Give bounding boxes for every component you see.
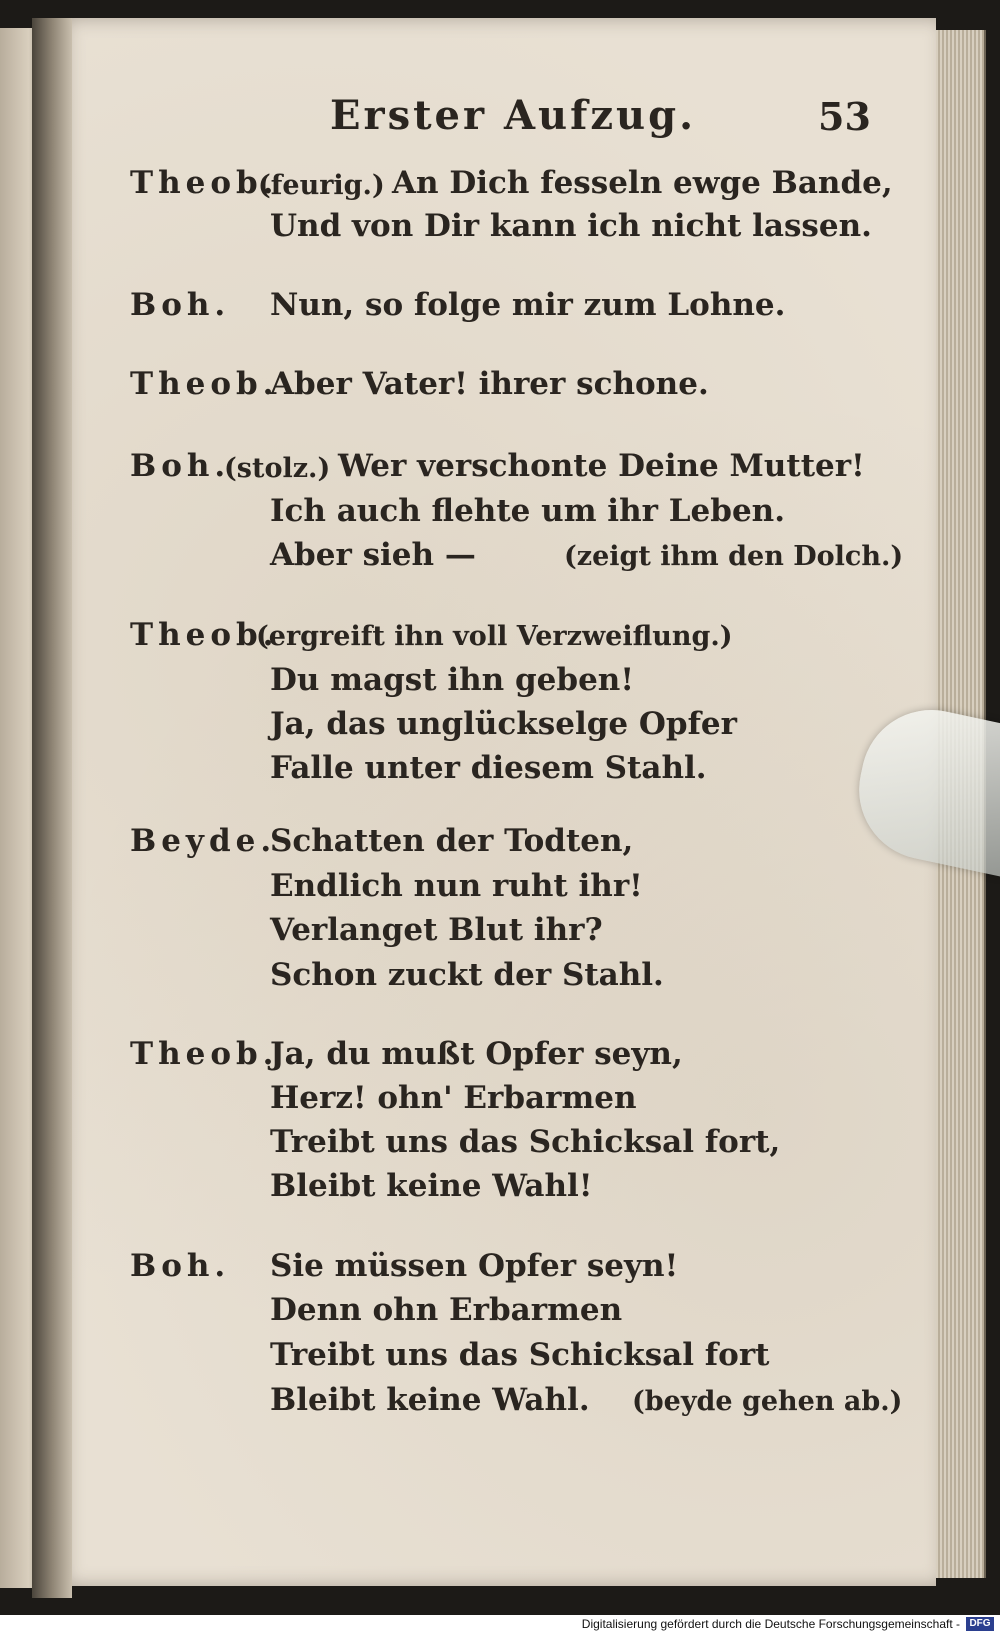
stage-direction: (feurig.): [258, 170, 385, 201]
stage-direction: (beyde gehen ab.): [632, 1386, 903, 1417]
verse-line: Schatten der Todten,: [270, 823, 634, 859]
verse-line: Wer verschonte Deine Mutter!: [338, 448, 865, 484]
verse-line: Und von Dir kann ich nicht lassen.: [270, 208, 872, 244]
verse-line: Endlich nun ruht ihr!: [270, 868, 643, 904]
speaker-label: Theob.: [130, 165, 279, 201]
funding-credit: Digitalisierung gefördert durch die Deutsche Forschungsgemeinschaft -: [581, 1617, 960, 1631]
verse-line: Ja, das unglückselge Opfer: [270, 706, 737, 742]
stage-direction: (ergreift ihn voll Verzweiflung.): [256, 621, 733, 652]
verse-line: Sie müssen Opfer seyn!: [270, 1248, 679, 1284]
verse-line: Denn ohn Erbarmen: [270, 1292, 623, 1328]
page-number: 53: [818, 94, 871, 139]
verse-line: Schon zuckt der Stahl.: [270, 957, 664, 993]
verse-line: Herz! ohn' Erbarmen: [270, 1080, 637, 1116]
speaker-label: Theob.: [130, 1036, 279, 1072]
dfg-logo: DFG: [966, 1617, 994, 1631]
speaker-label: Boh.: [130, 448, 231, 484]
running-head: Erster Aufzug.: [330, 92, 697, 139]
verse-line: Bleibt keine Wahl.: [270, 1382, 590, 1418]
verse-line: Ja, du mußt Opfer seyn,: [270, 1036, 683, 1072]
speaker-label: Theob.: [130, 366, 279, 402]
verse-line: Nun, so folge mir zum Lohne.: [270, 287, 786, 323]
verse-line: Verlanget Blut ihr?: [270, 912, 603, 948]
speaker-label: Theob.: [130, 617, 279, 653]
verse-line: Treibt uns das Schicksal fort: [270, 1337, 770, 1373]
verse-line: Bleibt keine Wahl!: [270, 1168, 593, 1204]
stage-direction: (stolz.): [224, 453, 331, 484]
verse-line: Falle unter diesem Stahl.: [270, 750, 707, 786]
book-gutter: [32, 18, 72, 1598]
page-header: [0, 92, 1000, 142]
stage-direction: (zeigt ihm den Dolch.): [564, 541, 904, 572]
verse-line: Aber sieh —: [270, 537, 476, 573]
speaker-label: Beyde.: [130, 823, 277, 859]
verse-line: Du magst ihn geben!: [270, 662, 634, 698]
verse-line: Treibt uns das Schicksal fort,: [270, 1124, 781, 1160]
verse-line: An Dich fesseln ewge Bande,: [392, 165, 893, 201]
verse-line: Aber Vater! ihrer schone.: [270, 366, 709, 402]
speaker-label: Boh.: [130, 287, 231, 323]
verse-line: Ich auch flehte um ihr Leben.: [270, 493, 785, 529]
speaker-label: Boh.: [130, 1248, 231, 1284]
